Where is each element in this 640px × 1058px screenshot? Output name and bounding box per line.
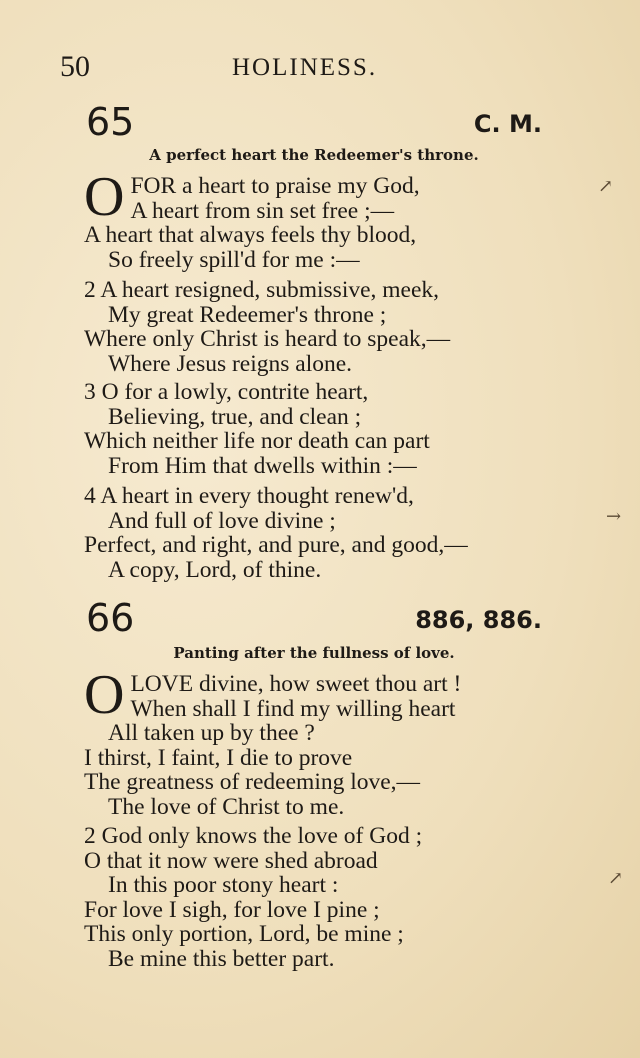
verse-line: A heart that always feels thy blood, [84,222,417,248]
verse-line: FOR a heart to praise my God, [130,173,420,199]
verse-line: A copy, Lord, of thine. [108,556,322,583]
verse-line: LOVE divine, how sweet thou art ! [130,671,462,697]
verse-line: 4 A heart in every thought renew'd, [84,483,414,509]
page-number: 50 [60,50,90,83]
margin-mark-icon: ↗ [598,176,614,197]
hymn-65-verse-1 [84,166,554,273]
verse-line: All taken up by thee ? [108,720,315,746]
hymn-meter: C. M. [473,110,542,138]
verse-line: Where only Christ is heard to speak,— [84,326,451,352]
hymn-65-verse-3 [84,380,554,478]
verse-line: The greatness of redeeming love,— [84,769,421,795]
verse-line: From Him that dwells within :— [108,452,417,479]
hymn-65-verse-4 [84,484,554,582]
running-title: HOLINESS. [232,54,378,81]
hymn-66-verse-2 [84,824,554,971]
verse-line: For love I sigh, for love I pine ; [84,896,380,923]
verse-line: 2 God only knows the love of God ; [84,823,423,849]
hymn-number: 66 [86,596,135,640]
verse-line: In this poor stony heart : [108,872,339,898]
verse-line: My great Redeemer's throne ; [108,301,387,328]
verse-line: So freely spill'd for me :— [108,246,360,273]
verse-line: 2 A heart resigned, submissive, meek, [84,277,440,303]
hymn-66-verse-1 [84,664,554,820]
verse-line: Which neither life nor death can part [84,428,430,454]
hymn-subtitle: Panting after the fullness of love. [173,644,455,662]
verse-line: A heart from sin set free ;— [130,197,395,224]
hymn-meter: 886, 886. [415,606,542,634]
hymn-number: 65 [86,100,135,144]
drop-cap: O [84,664,125,726]
verse-line: Perfect, and right, and pure, and good,— [84,532,468,558]
margin-mark-icon: ↗ [608,868,624,889]
page-header [60,50,580,84]
drop-cap: O [84,166,125,228]
verse-line: Believing, true, and clean ; [108,403,362,430]
hymn-subtitle: A perfect heart the Redeemer's throne. [149,146,479,164]
verse-line: O that it now were shed abroad [84,847,378,874]
hymn-65-verse-2 [84,278,554,376]
verse-line: I thirst, I faint, I die to prove [84,744,353,771]
verse-line: This only portion, Lord, be mine ; [84,921,404,947]
margin-mark-icon: → [606,506,622,527]
verse-line: Where Jesus reigns alone. [108,350,353,377]
verse-line: Be mine this better part. [108,945,335,972]
verse-line: And full of love divine ; [108,507,336,534]
hymn-65-heading [86,100,542,144]
verse-line: 3 O for a lowly, contrite heart, [84,379,369,405]
verse-line: The love of Christ to me. [108,793,345,820]
verse-line: When shall I find my willing heart [130,695,456,722]
hymn-66-heading [86,596,542,640]
